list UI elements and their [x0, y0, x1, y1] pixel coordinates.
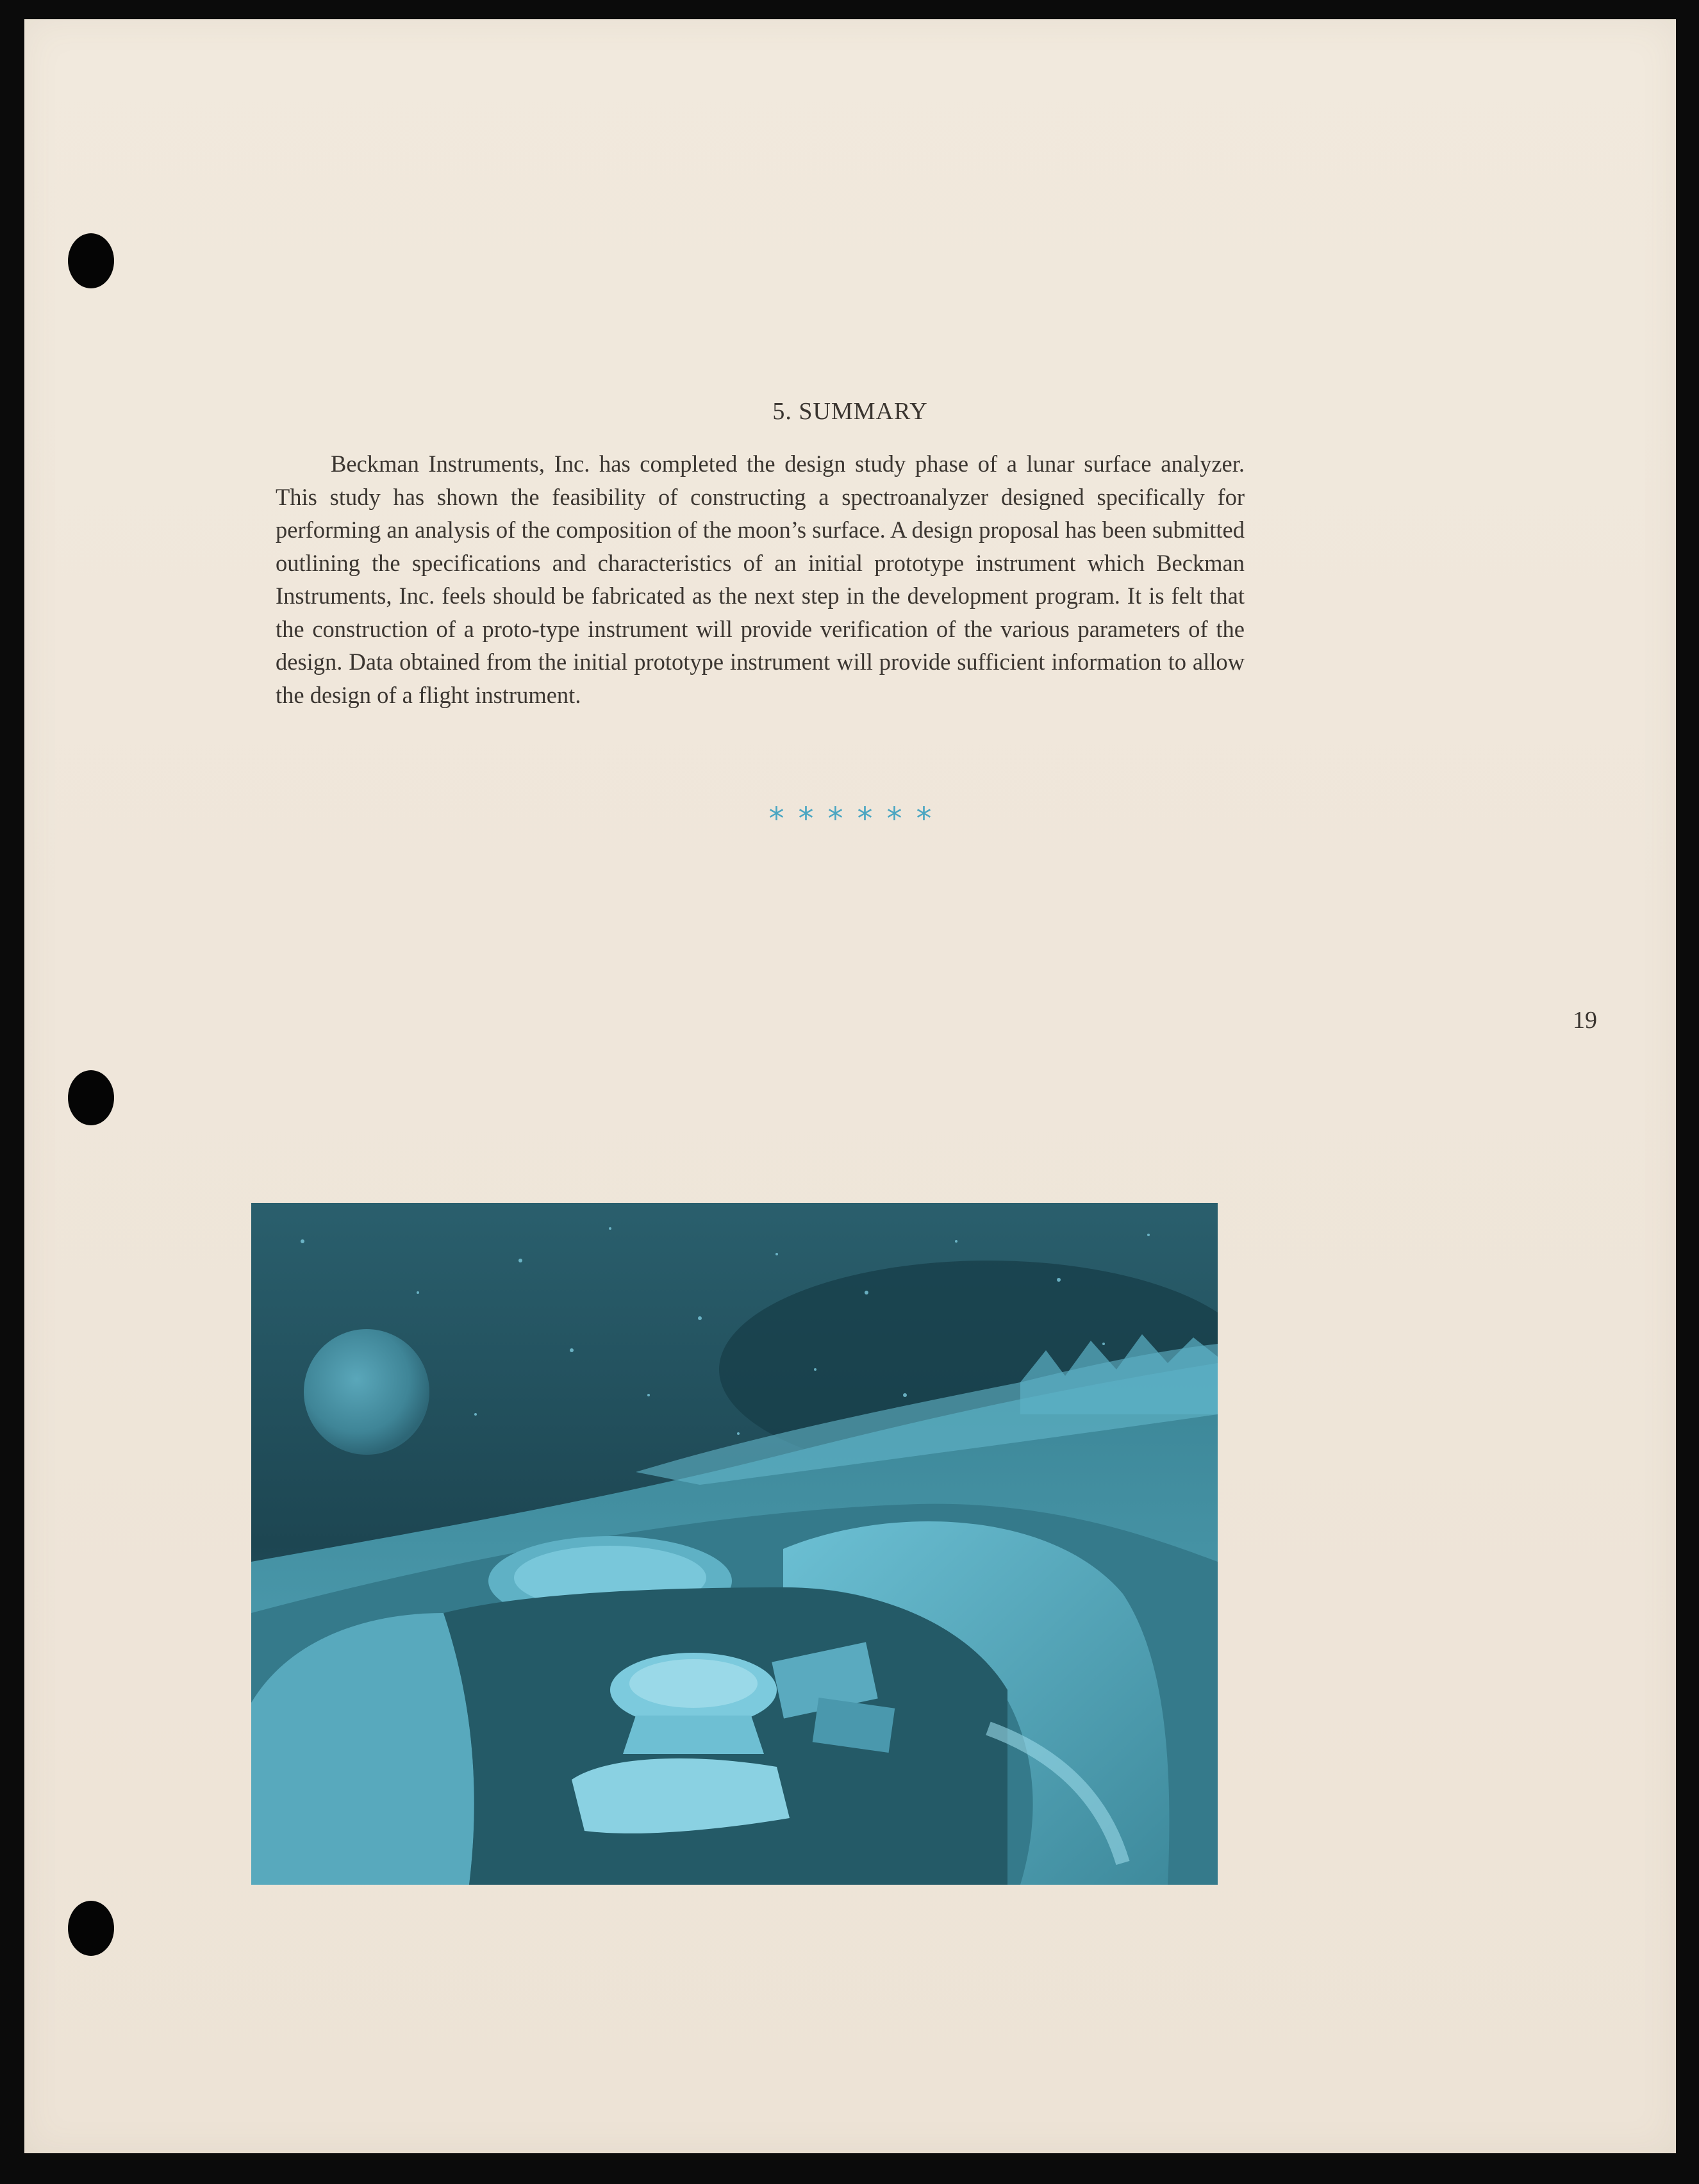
binder-hole-middle [68, 1070, 114, 1125]
page-number: 19 [1573, 1007, 1597, 1034]
lunar-illustration [251, 1203, 1218, 1885]
lunar-illustration-icon [251, 1203, 1218, 1885]
binder-hole-bottom [68, 1901, 114, 1956]
summary-paragraph: Beckman Instruments, Inc. has completed the design study phase of a lunar surface analyzer. This study has shown the feasibility of constructing a spectroanalyzer designed specifically for performing an analysis of the composition of the moon’s surface. A design proposal has been submitted outlining the specifications and characteristics of an initial prototype instrument which Beckman Instruments, Inc. feels should be fabricated as the next step in the development program. It is felt that the construction of a proto-type instrument will provide verification of the various parameters of the design. Data obtained from the initial prototype instrument will provide sufficient information to allow the design of a flight instrument. [276, 451, 1245, 708]
asterisk-separator: ****** [768, 801, 946, 837]
binder-hole-top [68, 233, 114, 288]
section-heading: 5. SUMMARY [772, 398, 928, 425]
